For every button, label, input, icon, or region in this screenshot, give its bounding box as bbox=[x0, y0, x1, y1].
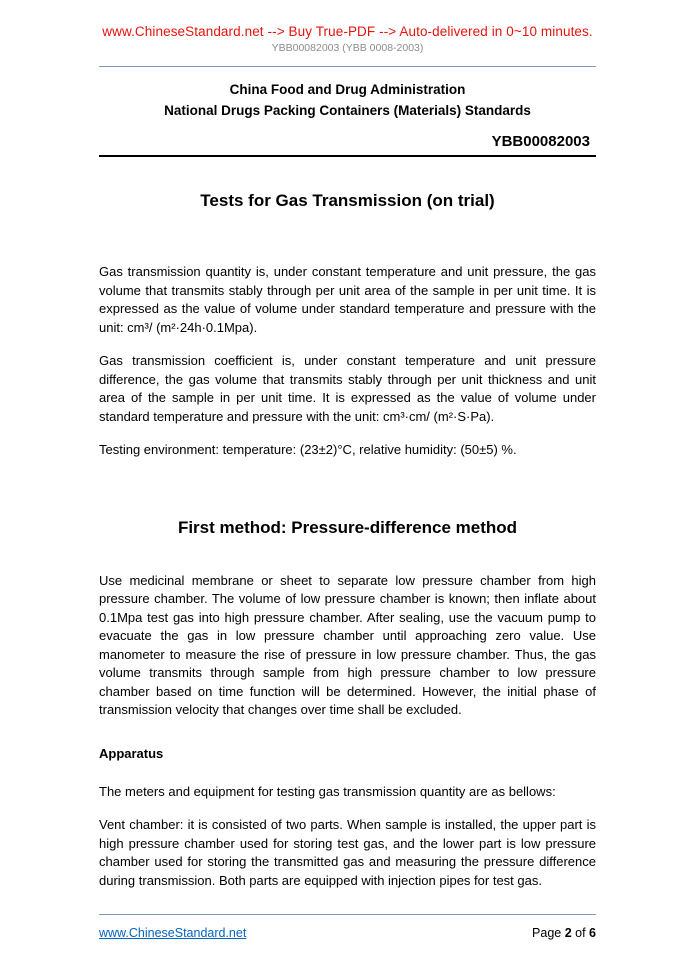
page-title: Tests for Gas Transmission (on trial) bbox=[200, 191, 495, 210]
organization-line1: China Food and Drug Administration bbox=[229, 82, 466, 97]
intro-paragraph-2: Gas transmission coefficient is, under constant temperature and unit pressure difference, the gas volume that transmits stably through per unit thickness and unit area of the sample in per unit time. It is expressed as the value of volume under standard temperature and pressure with the unit: cm³·cm/ (m²·S·Pa). bbox=[99, 353, 596, 424]
page-total: 6 bbox=[589, 926, 596, 940]
page-label: Page bbox=[532, 926, 565, 940]
apparatus-paragraph-2: Vent chamber: it is consisted of two parts. When sample is installed, the upper part is high pressure chamber used for storing test gas, and the lower part is low pressure chamber used for storing the transmitted gas and measuring the pressure difference during transmission. Both parts are equipped with injection pipes for test gas. bbox=[99, 817, 596, 888]
intro-paragraph-1: Gas transmission quantity is, under constant temperature and unit pressure, the gas volume that transmits stably through per unit area of the sample in per unit time. It is expressed as the value of volume under standard temperature and pressure with the unit: cm³/ (m²·24h·0.1Mpa). bbox=[99, 264, 596, 335]
apparatus-paragraph-1: The meters and equipment for testing gas transmission quantity are as bellows: bbox=[99, 783, 556, 799]
footer-website-link[interactable]: www.ChineseStandard.net bbox=[99, 926, 247, 940]
section-heading-first-method: First method: Pressure-difference method bbox=[177, 517, 518, 537]
organization-block bbox=[99, 79, 596, 121]
page-indicator bbox=[532, 926, 596, 940]
page-number: 2 bbox=[564, 926, 572, 940]
page-of-label: of bbox=[571, 926, 590, 940]
page-footer bbox=[99, 914, 596, 940]
standard-number: YBB00082003 bbox=[99, 133, 596, 157]
method-paragraph: Use medicinal membrane or sheet to separate low pressure chamber from high pressure chamber. The volume of low pressure chamber is known; then inflate about 0.1Mpa test gas into high pressure chamber. After sealing, use the vacuum pump to evacuate the gas in low pressure chamber until approaching zero value. Use manometer to measure the rise of pressure in low pressure chamber. Thus, the gas volume transmits through sample from high pressure chamber to low pressure chamber based on time function will be determined. However, the initial phase of transmission velocity that changes over time shall be excluded. bbox=[99, 572, 596, 717]
promo-banner: www.ChineseStandard.net --> Buy True-PDF --> Auto-delivered in 0~10 minutes. bbox=[102, 24, 593, 39]
intro-paragraph-3: Testing environment: temperature: (23±2)°C, relative humidity: (50±5) %. bbox=[99, 442, 517, 457]
header-divider bbox=[99, 66, 596, 67]
apparatus-heading: Apparatus bbox=[99, 745, 164, 761]
organization-line2: National Drugs Packing Containers (Materials) Standards bbox=[164, 103, 531, 118]
doc-reference: YBB00082003 (YBB 0008-2003) bbox=[271, 42, 424, 54]
